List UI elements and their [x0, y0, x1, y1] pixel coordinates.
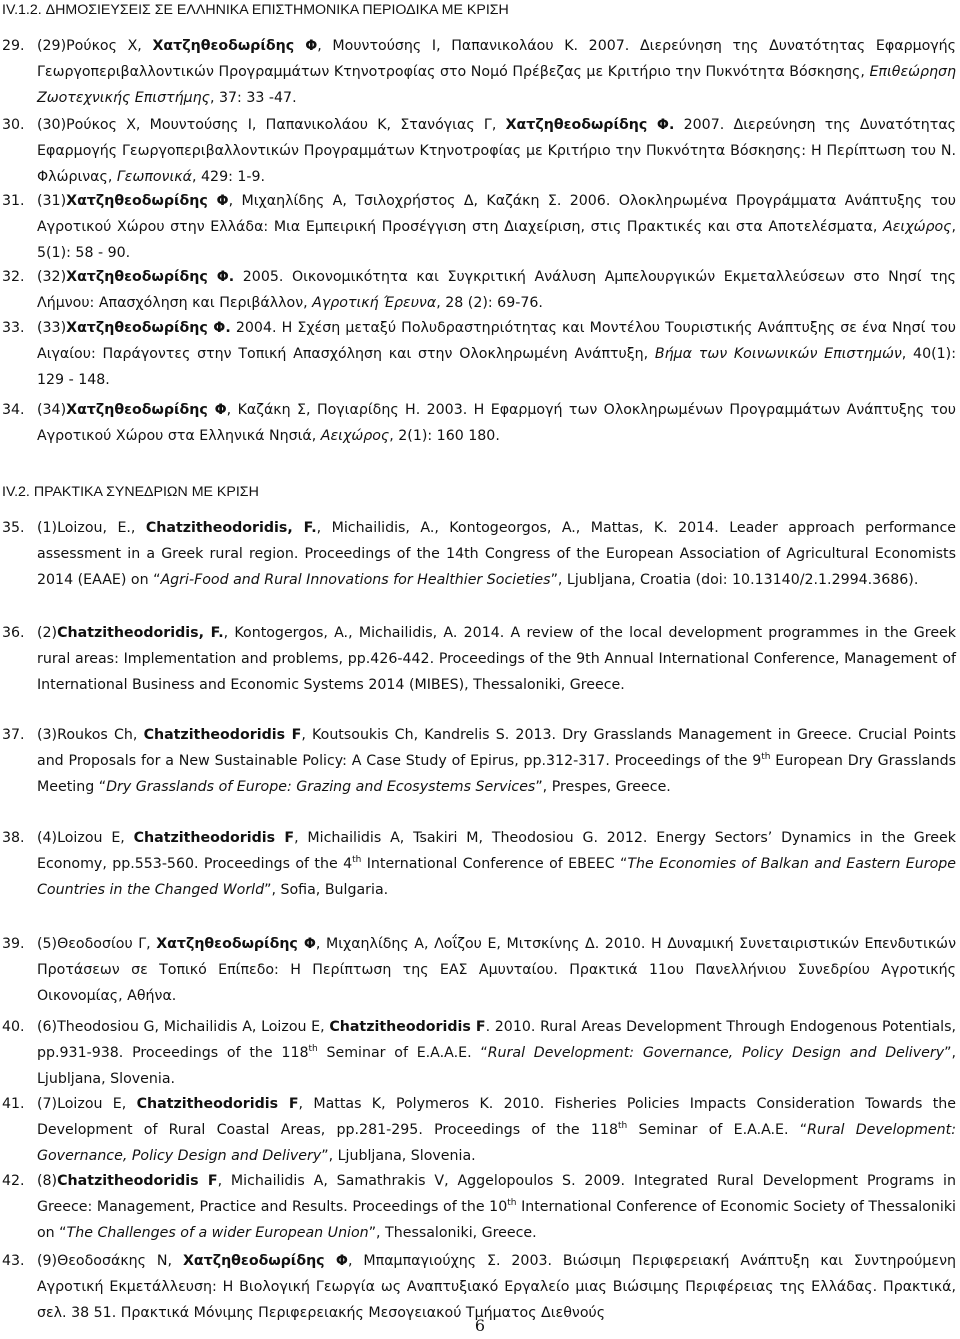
reference-42 — [0, 1168, 960, 1246]
author-highlight: Chatzitheodoridis, F. — [57, 625, 224, 641]
reference-text — [37, 931, 956, 1009]
reference-segment: (6)Theodosiou G, Michailidis A, Loizou E, — [37, 1019, 330, 1035]
reference-segment: 2005. Οικονομικότητα και Συγκριτική Ανάλυση Αμπελουργικών Εκμεταλλεύσεων στο Νησί της Λήμνου: Απασχόληση και Περιβάλλον, — [37, 269, 956, 311]
reference-number: 40. — [2, 1019, 25, 1035]
author-highlight: Χατζηθεοδωρίδης Φ — [66, 193, 229, 209]
reference-text — [37, 825, 956, 903]
reference-text — [37, 1248, 956, 1326]
reference-number: 43. — [2, 1253, 25, 1269]
reference-segment: 2007. Διερεύνηση της Δυνατότητας Εφαρμογής Γεωργοπεριβαλλοντικών Προγραμμάτων Κτηνοτροφίας με Κριτήριο την Πυκνότητα Βόσκησης: Η Περίπτωση του Ν. Φλώρινας, — [37, 117, 956, 185]
reference-30 — [0, 112, 960, 190]
reference-text — [37, 620, 956, 698]
reference-segment: (4)Loizou E, — [37, 830, 134, 846]
publication-title: Γεωπονικά — [116, 169, 192, 185]
reference-text — [37, 33, 956, 111]
reference-text — [37, 1014, 956, 1092]
ordinal-suffix: th — [352, 855, 362, 865]
reference-number: 31. — [2, 193, 25, 209]
reference-text — [37, 1168, 956, 1246]
reference-segment: , Michailidis A, Samathrakis V, Aggelopoulos S. 2009. Integrated Rural Development Programs in Greece: Management, Practice and Results. Proceedings of the 10 — [37, 1173, 956, 1215]
reference-segment: , Kontogergos, A., Michailidis, A. 2014. A review of the local development programmes in the Greek rural areas: Implementation and problems, pp.426-442. Proceedings of the 9th Annual International Conference, Management of International Business and Economic Systems 2014 (MIBES), Thessaloniki, Greece. — [37, 625, 956, 693]
publication-title: Rural Development: Governance, Policy Design and Delivery — [487, 1045, 945, 1061]
reference-segment: (32) — [37, 269, 67, 285]
reference-text — [37, 264, 956, 316]
reference-40 — [0, 1014, 960, 1092]
author-highlight: Chatzitheodoridis, F. — [145, 520, 317, 536]
reference-segment: International Conference of Economic Society of Thessaloniki on “ — [37, 1199, 956, 1241]
author-highlight: Chatzitheodoridis F — [133, 830, 295, 846]
reference-number: 36. — [2, 625, 25, 641]
section-heading-proceedings: IV.2. ΠΡΑΚΤΙΚΑ ΣΥΝΕΔΡΙΩΝ ΜΕ ΚΡΙΣΗ — [2, 484, 259, 500]
reference-number: 39. — [2, 936, 25, 952]
reference-segment: European Dry Grasslands Meeting “ — [37, 753, 956, 795]
reference-29 — [0, 33, 960, 111]
publication-title: Επιθεώρηση Ζωοτεχνικής Επιστήμης — [37, 64, 956, 106]
reference-41 — [0, 1091, 960, 1169]
reference-34 — [0, 397, 960, 449]
reference-text — [37, 722, 956, 800]
author-highlight: Χατζηθεοδωρίδης Φ. — [66, 269, 235, 285]
reference-33 — [0, 315, 960, 393]
reference-text — [37, 515, 956, 593]
reference-38 — [0, 825, 960, 903]
author-highlight: Χατζηθεοδωρίδης Φ. — [66, 320, 231, 336]
reference-segment: (7)Loizou E, — [37, 1096, 137, 1112]
reference-segment: (2) — [37, 625, 58, 641]
reference-segment: (3)Roukos Ch, — [37, 727, 144, 743]
reference-segment: (34) — [37, 402, 67, 418]
reference-number: 33. — [2, 320, 25, 336]
reference-32 — [0, 264, 960, 316]
section-heading-greek-journals: IV.1.2. ΔΗΜΟΣΙΕΥΣΕΙΣ ΣΕ ΕΛΛΗΝΙΚΑ ΕΠΙΣΤΗΜΟΝΙΚΑ ΠΕΡΙΟΔΙΚΑ ΜΕ ΚΡΙΣΗ — [2, 2, 509, 18]
ordinal-suffix: th — [308, 1044, 318, 1054]
reference-segment: Seminar of E.A.A.E. “ — [627, 1122, 808, 1138]
reference-segment: , Μουντούσης Ι, Παπανικολάου Κ. 2007. Διερεύνηση της Δυνατότητας Εφαρμογής Γεωργοπεριβαλλοντικών Προγραμμάτων Κτηνοτροφίας στο Νομό Πρέβεζας με Κριτήριο την Πυκνότητα Βόσκησης, — [37, 38, 956, 80]
reference-segment: , 2(1): 160 180. — [389, 428, 500, 444]
reference-text — [37, 112, 956, 190]
publication-title: Rural Development: Governance, Policy Design and Delivery — [37, 1122, 956, 1164]
reference-segment: . 2010. Rural Areas Development Through Endogenous Potentials, pp.931-938. Proceedings of the 118 — [37, 1019, 956, 1061]
reference-segment: International Conference of EBEEC “ — [361, 856, 628, 872]
author-highlight: Χατζηθεοδωρίδης Φ — [66, 402, 227, 418]
reference-segment: (29)Ρούκος Χ, — [37, 38, 153, 54]
reference-segment: (31) — [37, 193, 67, 209]
reference-segment: , Μπαμπαγιούχης Σ. 2003. Βιώσιμη Περιφερειακή Ανάπτυξη και Συντηρούμενη Αγροτική Εκμετάλλευση: Η Βιολογική Γεωργία ως Αναπτυξιακό Εργαλείο μιας Βιώσιμης Περιφέρειας της Ελλάδας. Πρακτικά, σελ. 38 51. Πρακτικά Μόνιμης Περιφερειακής Μεσογειακού Τμήματος Διεθνούς — [37, 1253, 956, 1321]
reference-segment: , Μιχαηλίδης Α, Τσιλοχρήστος Δ, Καζάκη Σ. 2006. Ολοκληρωμένα Προγράμματα Ανάπτυξης του Αγροτικού Χώρου στην Ελλάδα: Μια Εμπειρική Προσέγγιση στη Διαχείριση, στις Πρακτικές και στα Αποτελέσματα, — [37, 193, 956, 235]
reference-segment: , Michailidis A, Tsakiri M, Theodosiou G. 2012. Energy Sectors’ Dynamics in the Greek Economy, pp.553-560. Proceedings of the 4 — [37, 830, 956, 872]
reference-segment: , Καζάκη Σ, Πογιαρίδης Η. 2003. Η Εφαρμογή των Ολοκληρωμένων Προγραμμάτων Ανάπτυξης του Αγροτικού Χώρου στα Ελληνικά Νησιά, — [37, 402, 956, 444]
reference-segment: ”, Ljubljana, Slovenia. — [321, 1148, 476, 1164]
author-highlight: Chatzitheodoridis F — [143, 727, 302, 743]
publication-title: Βήμα των Κοινωνικών Επιστημών — [654, 346, 902, 362]
reference-text — [37, 315, 956, 393]
reference-number: 38. — [2, 830, 25, 846]
publication-title: Αειχώρος — [320, 428, 390, 444]
publication-title: Αειχώρος — [883, 219, 952, 235]
reference-number: 29. — [2, 38, 25, 54]
reference-segment: , 5(1): 58 - 90. — [37, 219, 956, 261]
reference-segment: , 429: 1-9. — [192, 169, 266, 185]
reference-segment: , 37: 33 -47. — [209, 90, 297, 106]
reference-segment: Seminar of E.A.A.E. “ — [317, 1045, 488, 1061]
reference-segment: (8) — [37, 1173, 58, 1189]
reference-number: 41. — [2, 1096, 25, 1112]
author-highlight: Chatzitheodoridis F — [57, 1173, 218, 1189]
reference-segment: , 28 (2): 69-76. — [436, 295, 543, 311]
ordinal-suffix: th — [507, 1198, 517, 1208]
reference-segment: (30)Ρούκος Χ, Μουντούσης Ι, Παπανικολάου Κ, Στανόγιας Γ, — [37, 117, 506, 133]
page-number: 6 — [474, 1316, 486, 1335]
author-highlight: Chatzitheodoridis F — [136, 1096, 299, 1112]
reference-segment: ”, Thessaloniki, Greece. — [368, 1225, 537, 1241]
publication-title: The Challenges of a wider European Union — [66, 1225, 369, 1241]
reference-number: 42. — [2, 1173, 25, 1189]
reference-segment: , Koutsoukis Ch, Kandrelis S. 2013. Dry Grasslands Management in Greece. Crucial Points and Proposals for a New Sustainable Policy: A Case Study of Epirus, pp.312-317. Proceedings of the 9 — [37, 727, 956, 769]
ordinal-suffix: th — [761, 752, 771, 762]
reference-segment: , 40(1): 129 - 148. — [37, 346, 956, 388]
reference-43 — [0, 1248, 960, 1326]
author-highlight: Χατζηθεοδωρίδης Φ — [156, 936, 316, 952]
reference-number: 37. — [2, 727, 25, 743]
reference-number: 30. — [2, 117, 25, 133]
publication-title: Αγροτική Έρευνα — [312, 295, 437, 311]
reference-text — [37, 188, 956, 266]
reference-39 — [0, 931, 960, 1009]
reference-segment: , Michailidis, A., Kontogeorgos, A., Mattas, K. 2014. Leader approach performance assessment in a Greek rural region. Proceedings of the 14th Congress of the European Association of Agricultural Economists 2014 (EAAE) on “ — [37, 520, 956, 588]
reference-31 — [0, 188, 960, 266]
reference-segment: (1)Loizou, E., — [37, 520, 146, 536]
publication-title: Agri-Food and Rural Innovations for Healthier Societies — [160, 572, 551, 588]
reference-segment: (33) — [37, 320, 67, 336]
reference-segment: (5)Θεοδοσίου Γ, — [37, 936, 157, 952]
reference-segment: ”, Prespes, Greece. — [535, 779, 671, 795]
reference-segment: (9)Θεοδοσάκης Ν, — [37, 1253, 183, 1269]
author-highlight: Χατζηθεοδωρίδης Φ — [152, 38, 318, 54]
reference-37 — [0, 722, 960, 800]
reference-segment: 2004. Η Σχέση μεταξύ Πολυδραστηριότητας και Μοντέλου Τουριστικής Ανάπτυξης σε ένα Νησί του Αιγαίου: Παράγοντες στην Τοπική Απασχόληση και στην Ολοκληρωμένη Ανάπτυξη, — [37, 320, 956, 362]
ordinal-suffix: th — [617, 1121, 628, 1131]
author-highlight: Χατζηθεοδωρίδης Φ. — [505, 117, 675, 133]
reference-segment: , Mattas K, Polymeros K. 2010. Fisheries Policies Impacts Consideration Towards the Development of Rural Coastal Areas, pp.281-295. Proceedings of the 118 — [37, 1096, 956, 1138]
author-highlight: Chatzitheodoridis F — [329, 1019, 486, 1035]
author-highlight: Χατζηθεοδωρίδης Φ — [182, 1253, 348, 1269]
reference-35 — [0, 515, 960, 593]
reference-text — [37, 397, 956, 449]
reference-segment: ”, Ljubljana, Slovenia. — [37, 1045, 956, 1087]
publication-title: Dry Grasslands of Europe: Grazing and Ecosystems Services — [106, 779, 536, 795]
reference-text — [37, 1091, 956, 1169]
reference-number: 32. — [2, 269, 25, 285]
reference-segment: ”, Ljubljana, Croatia (doi: 10.13140/2.1.2994.3686). — [550, 572, 919, 588]
publication-title: The Economies of Balkan and Eastern Europe Countries in the Changed World — [37, 856, 957, 898]
reference-number: 34. — [2, 402, 25, 418]
reference-segment: ”, Sofia, Bulgaria. — [264, 882, 389, 898]
reference-number: 35. — [2, 520, 25, 536]
reference-36 — [0, 620, 960, 698]
reference-segment: , Μιχαηλίδης Α, Λοΐζου Ε, Μιτσκίνης Δ. 2010. Η Δυναμική Συνεταιριστικών Επενδυτικών Προτάσεων σε Τοπικό Επίπεδο: Η Περίπτωση της ΕΑΣ Αμυνταίου. Πρακτικά 11ου Πανελλήνιου Συνεδρίου Αγροτικής Οικονομίας, Αθήνα. — [37, 936, 956, 1004]
